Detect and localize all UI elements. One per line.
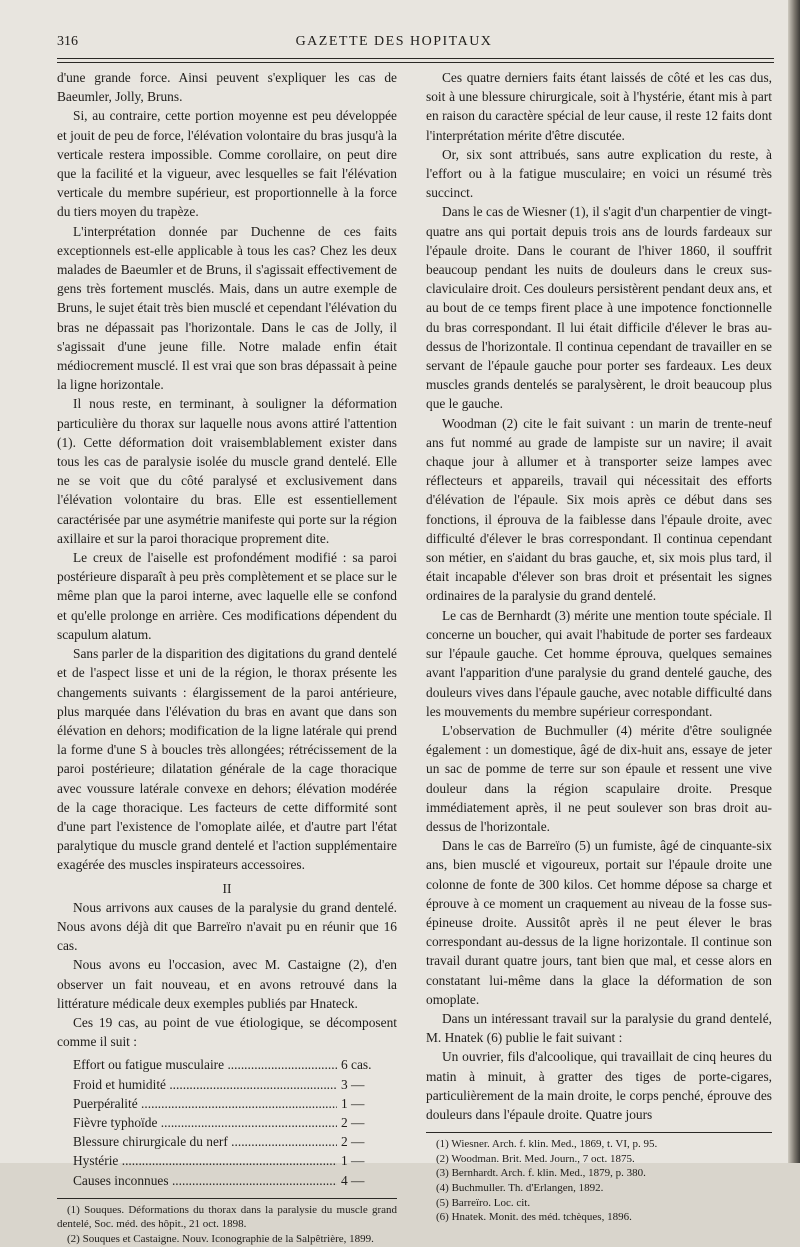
- cause-count: 3 —: [341, 1076, 365, 1092]
- footnote-rule: [57, 1198, 397, 1199]
- page-number: 316: [57, 34, 78, 49]
- paragraph: Le creux de l'aiselle est profondément modifié : sa paroi postérieure disparaît à peu près complètement et se place sur le même plan que la paroi interne, avec laquelle elle se confond et qu'elle prolonge en arrière. Ces modifications dépendent du scapulum alatum.: [57, 550, 397, 642]
- paragraph: Si, au contraire, cette portion moyenne est peu développée et jouit de peu de force, l'élévation volontaire du bras jusqu'à la verticale restera impossible. Comme corollaire, on peut dire que la facilité et la vigueur, avec lesquelles se fait l'élévation verticale du membre supérieur, est proportionnelle à la force du tiers moyen du trapèze.: [57, 108, 397, 220]
- cause-label: Fièvre typhoïde .....: [73, 1113, 337, 1132]
- paragraph: Or, six sont attribués, sans autre explication du reste, à l'effort ou à la fatigue musculaire; en voici un résumé très succinct.: [426, 146, 772, 201]
- table-row: [73, 1132, 393, 1151]
- cause-count: 4 —: [341, 1172, 365, 1188]
- section-number: II: [222, 880, 232, 896]
- footnote: (5) Barreïro. Loc. cit.: [436, 1196, 531, 1209]
- table-row: [73, 1113, 393, 1132]
- cause-label: Hystérie .....: [73, 1151, 337, 1170]
- paragraph: Woodman (2) cite le fait suivant : un marin de trente-neuf ans fut nommé au grade de lampiste sur un navire; il avait chaque jour à allumer et à transporter seize lampes avec réflecteurs et appareils, travail qui nécessitait des efforts d'élévation de l'épaule. Six mois après ce début dans ses fonctions, il éprouva de la faiblesse dans l'épaule droite, avec difficulté d'élever le bras correspondant. Il continua cependant son métier, en s'aidant du bras gauche, et, six mois plus tard, il était incapable d'élever son bras droit et présentait les signes ordinaires de la paralysie du grand dentelé.: [426, 415, 772, 604]
- footnotes-right: [426, 1137, 772, 1225]
- table-row: [73, 1094, 393, 1113]
- footnote: (3) Bernhardt. Arch. f. klin. Med., 1879, p. 380.: [436, 1167, 646, 1180]
- cause-count: 1 —: [341, 1095, 365, 1111]
- right-column: [426, 68, 772, 1225]
- journal-title: GAZETTE DES HOPITAUX: [295, 34, 493, 49]
- paragraph: Le cas de Bernhardt (3) mérite une mention toute spéciale. Il concerne un boucher, qui avait l'habitude de porter ses fardeaux sur l'épaule gauche. Cet homme éprouva, quelques semaines avant l'apparition d'une paralysie du grand dentelé gauche, des douleurs vives dans l'épaule gauche, avec notable difficulté dans les mouvements du membre supérieur correspondant.: [426, 607, 772, 719]
- cause-label: Puerpéralité .....: [73, 1094, 337, 1113]
- cause-count: 1 —: [341, 1153, 365, 1169]
- paragraph: Sans parler de la disparition des digitations du grand dentelé et de l'aspect lisse et uni de la région, le thorax présente les changements suivants : élargissement de la paroi antérieure, plus marquée dans l'élévation du bras en avant que dans son élévation en dehors; modification de la ligne latérale qui prend la forme d'une S à boucles très allongées; rétrécissement de la paroi postérieure; dilatation générale de la cage thoracique avec voussure latérale convexe en dehors; élévation modérée de la cage thoracique. Les facteurs de cette difformité sont d'une part l'existence de l'omoplate ailée, et d'autre part l'état paralytique du muscle grand dentelé et l'action supplémentaire exagérée des muscles inspirateurs accessoires.: [57, 646, 397, 873]
- paragraph: Nous arrivons aux causes de la paralysie du grand dentelé. Nous avons déjà dit que Barreïro n'avait pu en réunir que 16 cas.: [57, 899, 397, 954]
- paragraph: Dans le cas de Wiesner (1), il s'agit d'un charpentier de vingt-quatre ans qui portait depuis trois ans de lourds fardeaux sur l'épaule droite. Dans le courant de l'hiver 1860, il souffrit beaucoup pendant les nuits de douleurs dans le creux sus-claviculaire droit. Ces douleurs persistèrent pendant deux ans, et au bout de ce temps firent place à une impotence fonctionnelle du bras correspondant. Il lui était difficile d'élever le bras au-dessus de l'horizontale. Il continua cependant de travailler en se servant de l'épaule gauche pour porter ses fardeaux. Les deux muscles grands dentelés se paralysèrent, le droit beaucoup plus que le gauche.: [426, 204, 772, 412]
- cause-label: Blessure chirurgicale du nerf .....: [73, 1132, 337, 1151]
- cause-count: 2 —: [341, 1134, 365, 1150]
- footnotes-left: [57, 1203, 397, 1247]
- paragraph: Dans le cas de Barreïro (5) un fumiste, âgé de cinquante-six ans, bien musclé et vigoureux, portait sur l'épaule droite une colonne de fonte de 300 kilos. Cet homme dépose sa charge et éprouve à ce moment un craquement au niveau de la fosse sus-épineuse droite. Aussitôt après il ne peut élever le bras correspondant au-dessus de la ligne horizontale. Il continue son travail durant quatre jours, tant bien que mal, et cesse alors en constatant lui-même dans la glace la déformation de son omoplate.: [426, 838, 772, 1007]
- causes-table: [73, 1055, 393, 1189]
- paragraph: Un ouvrier, fils d'alcoolique, qui travaillait de cinq heures du matin à minuit, à gratter des tiges de porte-cigares, particulièrement de la main droite, le corps penché, éprouve des douleurs dans l'épaule droite. Quatre jours: [426, 1049, 772, 1122]
- paragraph: Il nous reste, en terminant, à souligner la déformation particulière du thorax sur laquelle nous avons attiré l'attention (1). Cette déformation doit vraisemblablement exister dans tous les cas de paralysie isolée du muscle grand dentelé. Elle ne se voit que du côté paralysé et exclusivement dans l'élévation volontaire du bras. Elle est essentiellement caractérisée par une asymétrie manifeste qui porte sur la région axillaire et sur la paroi thoracique proprement dite.: [57, 396, 397, 546]
- left-column: [57, 68, 397, 1247]
- paragraph: L'observation de Buchmuller (4) mérite d'être soulignée également : un domestique, âgé de dix-huit ans, essaye de jeter un sac de pomme de terre sur son épaule et ressent une vive douleur dans la région scapulaire droite. Presque immédiatement après, il ne peut soulever son bras droit au-dessus de l'horizontale.: [426, 722, 772, 834]
- footnote: (1) Souques. Déformations du thorax dans la paralysie du muscle grand dentelé, Soc. méd. des hôpit., 21 oct. 1898.: [57, 1203, 397, 1231]
- book-spine-shadow: [788, 0, 800, 1163]
- footnote: (4) Buchmuller. Th. d'Erlangen, 1892.: [436, 1181, 604, 1194]
- paragraph: Nous avons eu l'occasion, avec M. Castaigne (2), d'en observer un fait nouveau, et en avons retrouvé dans la littérature médicale deux exemples publiés par Hnateck.: [57, 957, 397, 1011]
- cause-label: Effort ou fatigue musculaire .....: [73, 1055, 337, 1074]
- paragraph: Ces 19 cas, au point de vue étiologique, se décomposent comme il suit :: [57, 1014, 397, 1050]
- footnote: (1) Wiesner. Arch. f. klin. Med., 1869, t. VI, p. 95.: [436, 1138, 658, 1151]
- footnote-rule: [426, 1132, 772, 1133]
- paragraph: Ces quatre derniers faits étant laissés de côté et les cas dus, soit à une blessure chirurgicale, soit à l'hystérie, étant mis à part en raison du caractère spécial de leur cause, il reste 12 faits dont l'interprétation mérite d'être discutée.: [426, 70, 772, 143]
- header-rule-thick: [57, 58, 774, 59]
- footnote: (2) Woodman. Brit. Med. Journ., 7 oct. 1875.: [436, 1152, 635, 1165]
- cause-count: 6 cas.: [341, 1057, 372, 1073]
- cause-label: Causes inconnues .....: [73, 1171, 337, 1190]
- paragraph: L'interprétation donnée par Duchenne de ces faits exceptionnels est-elle applicable à tous les cas? Chez les deux malades de Baeumler et de Bruns, il s'agissait effectivement de gens très fortement musclés. Mais, dans un autre exemple de Bruns, le sujet était très bien musclé et cependant l'élévation du bras ne dépassait pas l'horizontale. Dans le cas de Jolly, il s'agissait d'une jeune fille. Notre malade enfin était médiocrement musclé. Il est vrai que son bras dépassait à peine la ligne horizontale.: [57, 223, 397, 393]
- table-row: [73, 1075, 393, 1094]
- footnote: (6) Hnatek. Monit. des méd. tchèques, 1896.: [436, 1211, 632, 1224]
- cause-label: Froid et humidité .....: [73, 1075, 337, 1094]
- paragraph: Dans un intéressant travail sur la paralysie du grand dentelé, M. Hnatek (6) publie le fait suivant :: [426, 1010, 772, 1046]
- paragraph: d'une grande force. Ainsi peuvent s'expliquer les cas de Baeumler, Jolly, Bruns.: [57, 70, 397, 105]
- table-row: [73, 1055, 393, 1074]
- table-row: [73, 1171, 393, 1190]
- header-rule-thin: [57, 62, 774, 63]
- table-row: [73, 1151, 393, 1170]
- running-header: [0, 34, 788, 56]
- footnote: (2) Souques et Castaigne. Nouv. Iconographie de la Salpêtrière, 1899.: [67, 1232, 374, 1245]
- cause-count: 2 —: [341, 1114, 365, 1130]
